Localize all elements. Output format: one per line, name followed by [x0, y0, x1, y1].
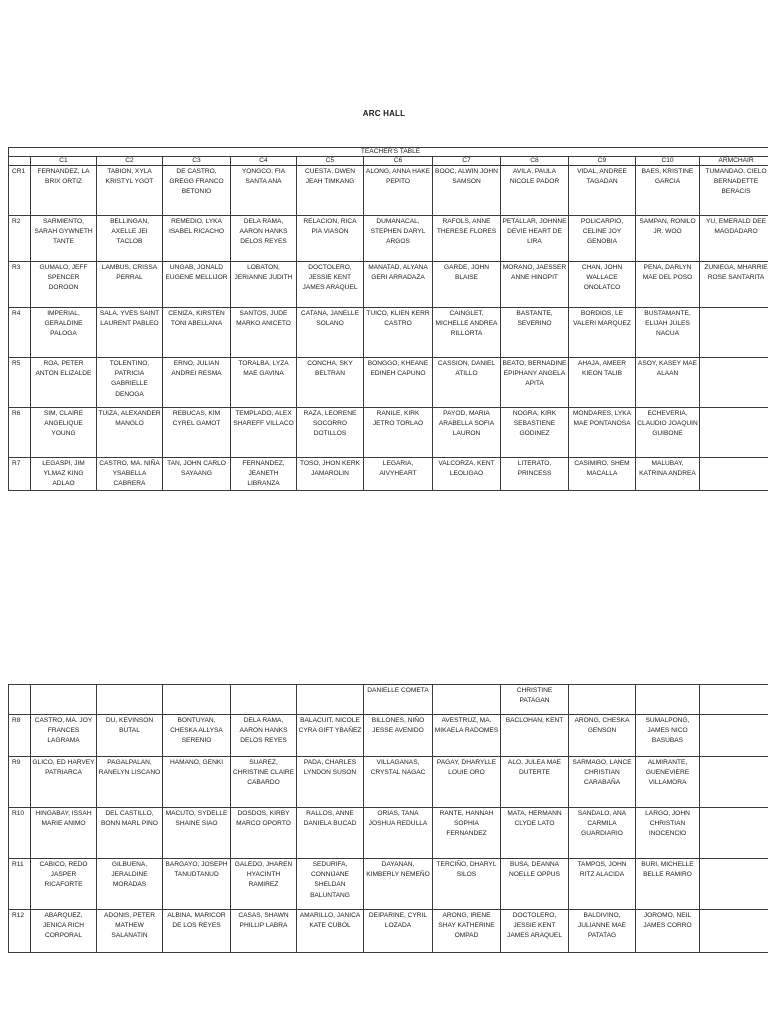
seat-cell — [433, 685, 501, 715]
seat-cell: CATANA, JANELLE SOLANO — [297, 308, 364, 358]
teachers-table-label: TEACHER'S TABLE — [9, 148, 768, 157]
seat-cell: YU, EMERALD DEE MAGDADARO — [700, 216, 768, 262]
seat-cell: ALO, JULEA MAE DUTERTE — [501, 757, 569, 808]
seat-cell — [700, 808, 768, 859]
seat-cell: TABION, XYLA KRISTYL YGOT — [97, 166, 163, 216]
seat-cell: RALLOS, ANNE DANIELA BUCAD — [297, 808, 364, 859]
seat-cell: DANIELLE COMETA — [364, 685, 433, 715]
column-header: ARMCHAIR — [700, 157, 768, 166]
seat-cell: HINGABAY, ISSAH MARIE ANIMO — [31, 808, 97, 859]
seat-cell: SUAREZ, CHRISTINE CLAIRE CABARDO — [231, 757, 297, 808]
seat-cell: RAFOLS, ANNE THERESE FLORES — [433, 216, 501, 262]
seat-cell: GUMALO, JEFF SPENCER DOROON — [31, 262, 97, 308]
seat-cell: GILBUENA, JERALDINE MORADAS — [97, 859, 163, 910]
seat-cell — [31, 685, 97, 715]
seat-cell — [700, 408, 768, 458]
seat-cell: MORANO, JAESSER ANNE HINOPIT — [501, 262, 569, 308]
seat-cell: MANATAD, ALYANA GERI ARRADAZA — [364, 262, 433, 308]
seat-cell: AVESTRUZ, MA. MIKAELA RADOMES — [433, 715, 501, 757]
seat-cell: NOGRA, KIRK SEBASTIENE GODINEZ — [501, 408, 569, 458]
row-label: R10 — [9, 808, 31, 859]
seat-cell: VILLAGANAS, CRYSTAL NAGAC — [364, 757, 433, 808]
seat-cell: TERCIÑO, DHARYL SILOS — [433, 859, 501, 910]
seat-cell: ECHEVERIA, CLAUDIO JOAQUIN GUIBONE — [636, 408, 700, 458]
seat-cell: BALDIVINO, JULIANNE MAE PATATAG — [569, 910, 636, 953]
row-label: CR1 — [9, 166, 31, 216]
seat-cell: CASTRO, MA. NIÑA YSABELLA CABRERA — [97, 458, 163, 491]
seat-cell: MACUTO, SYDELLE SHAINE SIAO — [163, 808, 231, 859]
seat-cell: HAMANO, GENKI — [163, 757, 231, 808]
seat-cell: DE CASTRO, GREGG FRANCO BETONIO — [163, 166, 231, 216]
seat-cell: REMEDIO, LYKA ISABEL RICACHO — [163, 216, 231, 262]
seat-cell: BARGAYO, JOSEPH TANUDTANUD — [163, 859, 231, 910]
seat-cell: BASTANTE, SEVERINO — [501, 308, 569, 358]
seat-cell: DAYANAN, KIMBERLY NEMEÑO — [364, 859, 433, 910]
seat-cell: SAMPAN, RONILO JR. WOO — [636, 216, 700, 262]
seat-cell — [700, 358, 768, 408]
seat-cell — [163, 685, 231, 715]
seat-cell: TUMANDAO, CIELO BERNADETTE BERACIS — [700, 166, 768, 216]
seat-cell: RELACION, RICA PIA VIASON — [297, 216, 364, 262]
seat-cell: PAYOD, MARIA ARABELLA SOFIA LAURON — [433, 408, 501, 458]
seat-cell: BACLOHAN, KENT — [501, 715, 569, 757]
seat-cell: SANDALO, ANA CARMILA GUARDIARIO — [569, 808, 636, 859]
seat-cell: LOBATON, JERIANNE JUDITH — [231, 262, 297, 308]
row-label — [9, 685, 31, 715]
seat-cell: FERNANDEZ, LA BRIX ORTIZ — [31, 166, 97, 216]
seat-cell: DELA RAMA, AARON HANKS DELOS REYES — [231, 216, 297, 262]
seat-cell: LAMBUS, CRISSA PERRAL — [97, 262, 163, 308]
seat-cell: ALBINA, MARICOR DE LOS REYES — [163, 910, 231, 953]
column-header: C3 — [163, 157, 231, 166]
seat-cell: SARMIENTO, SARAH GYWNETH TANTE — [31, 216, 97, 262]
seat-cell: AHAJA, AMEER KIEON TALIB — [569, 358, 636, 408]
seat-cell: BUSTAMANTE, ELIJAH JULES NACUA — [636, 308, 700, 358]
seat-cell: CABICO, REDO JASPER RICAFORTE — [31, 859, 97, 910]
seat-cell: BOOC, ALWIN JOHN SAMSON — [433, 166, 501, 216]
seat-cell — [297, 685, 364, 715]
seat-cell: IMPERIAL, GERALDINE PALOGA — [31, 308, 97, 358]
seat-cell: MATA, HERMANN CLYDE LATO — [501, 808, 569, 859]
row-label: R5 — [9, 358, 31, 408]
seat-cell: RANILE, KIRK JETRO TORLAO — [364, 408, 433, 458]
seat-cell: REBUCAS, KIM CYREL GAMOT — [163, 408, 231, 458]
seat-cell: CHRISTINE PATAGAN — [501, 685, 569, 715]
seat-cell: BONTUYAN, CHESKA ALLYSA SERENIO — [163, 715, 231, 757]
seat-cell: TAN, JOHN CARLO SAYAANG — [163, 458, 231, 491]
seat-cell: RAZA, LEORENE SOCORRO DOTILLOS — [297, 408, 364, 458]
seat-cell: SEDURIFA, CONNIJANE SHELDAN BALUNTANG — [297, 859, 364, 910]
seat-cell — [636, 685, 700, 715]
column-header: C7 — [433, 157, 501, 166]
seat-cell: TOLENTINO, PATRICIA GABRIELLE DENOGA — [97, 358, 163, 408]
seat-cell: VALCORZA, KENT LEOLIGAO — [433, 458, 501, 491]
seating-table-lower — [8, 684, 768, 953]
seat-cell: DOCTOLERO, JESSIE KENT JAMES ARAQUEL — [501, 910, 569, 953]
seat-cell — [97, 685, 163, 715]
seat-cell: LEGASPI, JIM YLMAZ KING ADLAO — [31, 458, 97, 491]
seat-cell: CAINGLET, MICHELLE ANDREA RILLORTA — [433, 308, 501, 358]
seat-cell: DEIPARINE, CYRIL LOZADA — [364, 910, 433, 953]
row-label-header — [9, 157, 31, 166]
seat-cell — [700, 685, 768, 715]
column-header: C1 — [31, 157, 97, 166]
seat-cell: GARDE, JOHN BLAISE — [433, 262, 501, 308]
seat-cell: SALA, YVES SAINT LAURENT PABLEO — [97, 308, 163, 358]
seat-cell: PENA, DARLYN MAE DEL POSO — [636, 262, 700, 308]
seat-cell: BONGGO, KHEANE EDINEH CAPUNO — [364, 358, 433, 408]
seat-cell: BUSA, DEANNA NOELLE OPPUS — [501, 859, 569, 910]
seat-cell: ALONG, ANNA HAKE PEPITO — [364, 166, 433, 216]
seat-cell: LEGARIA, AIVYHEART — [364, 458, 433, 491]
seat-cell: ROA, PETER ANTON ELIZALDE — [31, 358, 97, 408]
seat-cell: GALEDO, JHAREN HYACINTH RAMIREZ — [231, 859, 297, 910]
row-label: R8 — [9, 715, 31, 757]
seat-cell: MONDARES, LYKA MAE PONTANOSA — [569, 408, 636, 458]
seat-cell: ARONG, CHESKA GENSON — [569, 715, 636, 757]
seat-cell: AVILA, PAULA NICOLE PADOR — [501, 166, 569, 216]
seat-cell: CHAN, JOHN WALLACE ONOLATCO — [569, 262, 636, 308]
row-label: R3 — [9, 262, 31, 308]
seat-cell: FERNANDEZ, JEANETH LIBRANZA — [231, 458, 297, 491]
seat-cell: SARMAGO, LANCE CHRISTIAN CARABAÑA — [569, 757, 636, 808]
seat-cell — [569, 685, 636, 715]
column-header: C6 — [364, 157, 433, 166]
row-label: R7 — [9, 458, 31, 491]
seat-cell: CASTRO, MA. JOY FRANCES LAGRAMA — [31, 715, 97, 757]
seat-cell: BEATO, BERNADINE EPIPHANY ANGELA APITA — [501, 358, 569, 408]
seat-cell: SANTOS, JUDE MARKO ANICETO — [231, 308, 297, 358]
seat-cell: ERNO, JULIAN ANDREI RESMA — [163, 358, 231, 408]
seat-cell: DUMANACAL, STEPHEN DARYL ARGOS — [364, 216, 433, 262]
seat-cell: RANTE, HANNAH SOPHIA FERNANDEZ — [433, 808, 501, 859]
seat-cell: ZUNIEGA, MHARRIE ROSE SANTARITA — [700, 262, 768, 308]
seat-cell: BELLINGAN, AXELLE JEI TACLOB — [97, 216, 163, 262]
seat-cell: DOSDOS, KIRBY MARCO OPORTO — [231, 808, 297, 859]
seat-cell: DOCTOLERO, JESSIE KENT JAMES ARAQUEL — [297, 262, 364, 308]
seat-cell: ADONIS, PETER MATHEW SALANATIN — [97, 910, 163, 953]
seat-cell: DU, KEVINSON BUTAL — [97, 715, 163, 757]
seat-cell: LITERATO, PRINCESS — [501, 458, 569, 491]
row-label: R12 — [9, 910, 31, 953]
seat-cell: BORDIOS, LE VALERI MARQUEZ — [569, 308, 636, 358]
seat-cell — [700, 308, 768, 358]
row-label: R11 — [9, 859, 31, 910]
seat-cell: BAES, KRISTINE GARCIA — [636, 166, 700, 216]
seat-cell: PAGALPALAN, RANELYN LISCANO — [97, 757, 163, 808]
seat-cell: ALMIRANTE, GUENEVIERE VILLAMORA — [636, 757, 700, 808]
seat-cell: ORIAS, TANA JOSHUA REDULLA — [364, 808, 433, 859]
seat-cell: ASOY, KASEY MAE ALAAN — [636, 358, 700, 408]
seat-cell: SIM, CLAIRE ANGELIQUE YOUNG — [31, 408, 97, 458]
column-header: C4 — [231, 157, 297, 166]
row-label: R6 — [9, 408, 31, 458]
page-title: ARC HALL — [362, 109, 406, 118]
seat-cell: CUESTA, DWEN JEAH TIMKANG — [297, 166, 364, 216]
seat-cell: TUIZA, ALEXANDER MANGLO — [97, 408, 163, 458]
seat-cell: MALUBAY, KATRINA ANDREA — [636, 458, 700, 491]
seat-cell: ABARQUEZ, JENICA RICH CORPORAL — [31, 910, 97, 953]
row-label: R9 — [9, 757, 31, 808]
row-label: R4 — [9, 308, 31, 358]
seat-cell: GLICO, ED HARVEY PATRIARCA — [31, 757, 97, 808]
seat-cell: LARGO, JOHN CHRISTIAN INOCENCIO — [636, 808, 700, 859]
seat-cell: PADA, CHARLES LYNDON SUSON — [297, 757, 364, 808]
seat-cell — [231, 685, 297, 715]
seat-cell: VIDAL, ANDREE TAGADAN — [569, 166, 636, 216]
seat-cell: PETALLAR, JOHNNE DEVIE HEART DE LIRA — [501, 216, 569, 262]
seat-cell: CONCHA, SKY BELTRAN — [297, 358, 364, 408]
seat-cell: YONGCO, FIA SANTA ANA — [231, 166, 297, 216]
seat-cell: TOSO, JHON KERK JAMAROLIN — [297, 458, 364, 491]
seat-cell: TAMPOS, JOHN RITZ ALACIDA — [569, 859, 636, 910]
column-header: C10 — [636, 157, 700, 166]
column-header: C8 — [501, 157, 569, 166]
seat-cell: ARONG, IRENE SHAY KATHERINE OMPAD — [433, 910, 501, 953]
seat-cell: TUICO, KLIEN KERR CASTRO — [364, 308, 433, 358]
seat-cell: AMARILLO, JANICA KATE CUBOL — [297, 910, 364, 953]
seating-table-upper — [8, 147, 768, 491]
column-header: C2 — [97, 157, 163, 166]
seat-cell: TEMPLADO, ALEX SHAREFF VILLACO — [231, 408, 297, 458]
column-header: C5 — [297, 157, 364, 166]
column-header: C9 — [569, 157, 636, 166]
seat-cell: DEL CASTILLO, BONN MARL PINO — [97, 808, 163, 859]
seat-cell: UNGAB, JONALD EUGENE MELLIJOR — [163, 262, 231, 308]
seat-cell: PAGAY, DHARYLLE LOUIE ORO — [433, 757, 501, 808]
seat-cell: BALACUIT, NICOLE CYRA GIFT YBAÑEZ — [297, 715, 364, 757]
seat-cell: POLICARPIO, CELINE JOY GENOBIA — [569, 216, 636, 262]
seat-cell — [700, 910, 768, 953]
seat-cell: SUMALPONG, JAMES NICO BASUBAS — [636, 715, 700, 757]
seat-cell: CASIMIRO, SHEM MACALLA — [569, 458, 636, 491]
seat-cell — [700, 859, 768, 910]
seat-cell: DELA RAMA, AARON HANKS DELOS REYES — [231, 715, 297, 757]
seat-cell: CENIZA, KIRSTEN TONI ABELLANA — [163, 308, 231, 358]
seat-cell — [700, 458, 768, 491]
seat-cell — [700, 757, 768, 808]
seat-cell: CASSION, DANIEL ATILLO — [433, 358, 501, 408]
seat-cell: BILLONES, NIÑO JESSE AVENIDO — [364, 715, 433, 757]
seat-cell — [700, 715, 768, 757]
row-label: R2 — [9, 216, 31, 262]
seat-cell: CASAS, SHAWN PHILLIP LABRA — [231, 910, 297, 953]
seat-cell: JOROMO, NEIL JAMES CORRO — [636, 910, 700, 953]
seat-cell: TORALBA, LYZA MAE GAVINA — [231, 358, 297, 408]
seat-cell: BURI, MICHELLE BELLE RAMIRO — [636, 859, 700, 910]
